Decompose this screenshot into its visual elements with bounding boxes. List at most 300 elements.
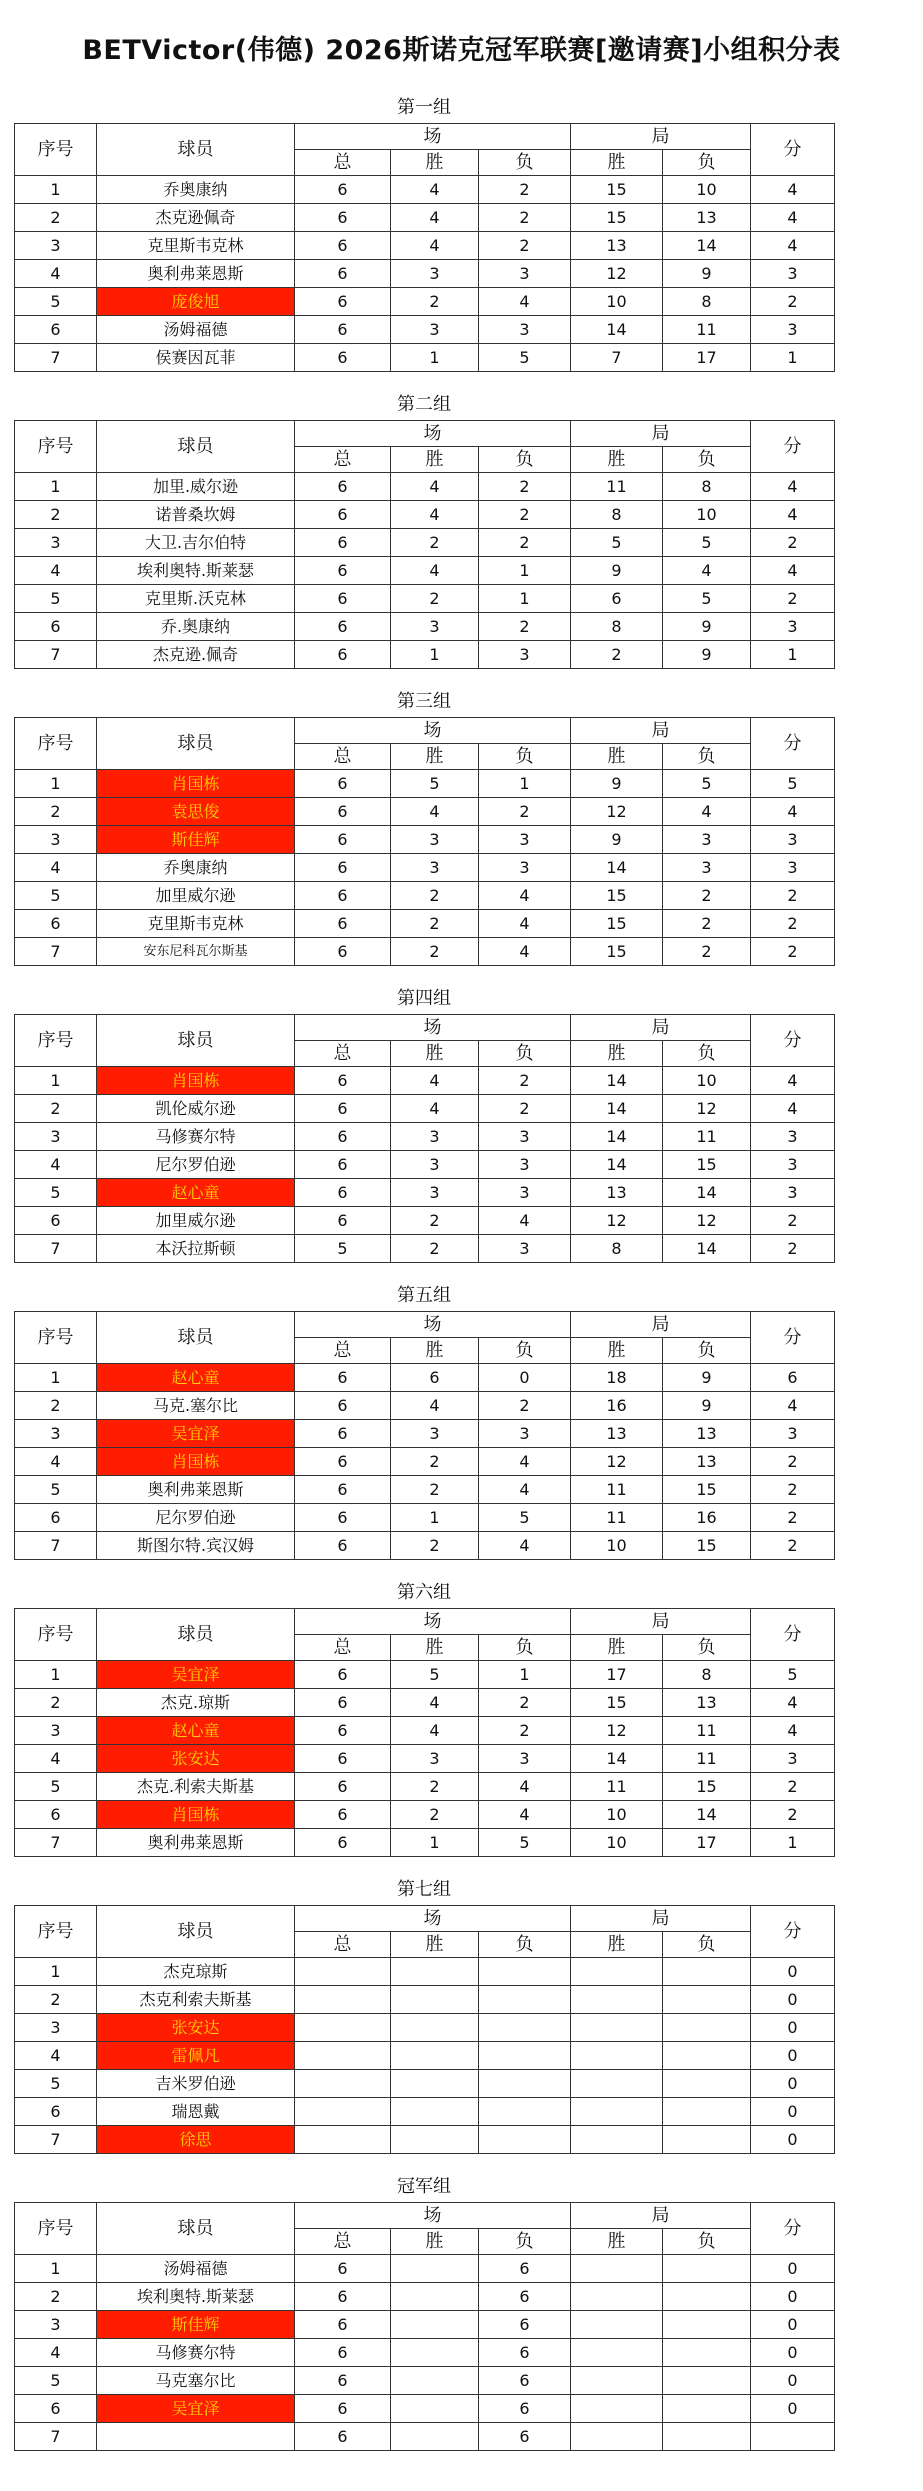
cell-frame-win (571, 2014, 663, 2042)
cell-player: 徐思 (97, 2126, 295, 2154)
cell-match-win: 6 (391, 1364, 479, 1392)
cell-points: 3 (751, 854, 835, 882)
cell-seq: 7 (15, 344, 97, 372)
header-player: 球员 (97, 718, 295, 770)
cell-match-loss: 4 (479, 1532, 571, 1560)
table-row (15, 1801, 835, 1829)
cell-frame-loss: 12 (663, 1095, 751, 1123)
group-section (14, 1875, 834, 2154)
cell-seq: 4 (15, 260, 97, 288)
header-seq: 序号 (15, 718, 97, 770)
cell-match-loss: 6 (479, 2339, 571, 2367)
header-seq: 序号 (15, 1609, 97, 1661)
cell-total: 6 (295, 1717, 391, 1745)
cell-frame-loss: 12 (663, 1207, 751, 1235)
cell-seq: 5 (15, 1179, 97, 1207)
cell-player: 瑞恩戴 (97, 2098, 295, 2126)
cell-frame-win: 8 (571, 1235, 663, 1263)
cell-match-loss: 3 (479, 1420, 571, 1448)
cell-seq: 6 (15, 1207, 97, 1235)
cell-points: 1 (751, 641, 835, 669)
cell-player: 乔奥康纳 (97, 176, 295, 204)
cell-match-loss: 4 (479, 938, 571, 966)
cell-seq: 7 (15, 1235, 97, 1263)
table-row (15, 1504, 835, 1532)
header-total: 总 (295, 1041, 391, 1067)
cell-frame-loss: 14 (663, 1179, 751, 1207)
cell-match-loss: 6 (479, 2311, 571, 2339)
cell-match-loss: 4 (479, 1801, 571, 1829)
table-row (15, 1829, 835, 1857)
cell-seq: 6 (15, 910, 97, 938)
cell-frame-loss: 5 (663, 529, 751, 557)
cell-frame-loss: 8 (663, 288, 751, 316)
cell-frame-loss (663, 2042, 751, 2070)
cell-player: 侯赛因瓦菲 (97, 344, 295, 372)
cell-frame-win: 9 (571, 826, 663, 854)
cell-frame-win: 11 (571, 1476, 663, 1504)
cell-match-loss: 3 (479, 1745, 571, 1773)
cell-frame-loss: 2 (663, 910, 751, 938)
header-player: 球员 (97, 124, 295, 176)
cell-total: 6 (295, 204, 391, 232)
cell-frame-win: 14 (571, 316, 663, 344)
cell-total: 6 (295, 1207, 391, 1235)
header-frame-loss: 负 (663, 150, 751, 176)
table-row (15, 2423, 835, 2451)
header-match-win: 胜 (391, 744, 479, 770)
cell-total: 6 (295, 770, 391, 798)
cell-seq: 3 (15, 826, 97, 854)
cell-frame-loss: 2 (663, 882, 751, 910)
header-frame-loss: 负 (663, 1041, 751, 1067)
table-row (15, 882, 835, 910)
cell-match-win: 2 (391, 938, 479, 966)
cell-match-win (391, 2423, 479, 2451)
standings-table (14, 420, 835, 669)
standings-table (14, 123, 835, 372)
cell-player: 奥利弗莱恩斯 (97, 1829, 295, 1857)
cell-total: 6 (295, 2339, 391, 2367)
cell-match-win: 4 (391, 204, 479, 232)
header-seq: 序号 (15, 2203, 97, 2255)
cell-frame-loss: 17 (663, 1829, 751, 1857)
header-player: 球员 (97, 421, 295, 473)
cell-frame-win: 8 (571, 613, 663, 641)
cell-total: 6 (295, 473, 391, 501)
cell-seq: 2 (15, 1986, 97, 2014)
cell-match-loss: 3 (479, 826, 571, 854)
cell-player: 吴宜泽 (97, 1420, 295, 1448)
cell-points: 3 (751, 1123, 835, 1151)
cell-match-loss: 3 (479, 854, 571, 882)
cell-points: 2 (751, 1476, 835, 1504)
table-row (15, 910, 835, 938)
table-row (15, 344, 835, 372)
header-total: 总 (295, 150, 391, 176)
cell-match-win: 3 (391, 1151, 479, 1179)
header-match-loss: 负 (479, 150, 571, 176)
group-title: 第六组 (397, 1582, 451, 1603)
cell-seq: 5 (15, 882, 97, 910)
cell-points: 0 (751, 1958, 835, 1986)
header-player: 球员 (97, 1609, 295, 1661)
cell-player: 尼尔罗伯逊 (97, 1504, 295, 1532)
cell-frame-win (571, 2367, 663, 2395)
table-row (15, 770, 835, 798)
header-frames: 局 (571, 1015, 751, 1041)
table-header-row (15, 421, 835, 447)
group-section (14, 93, 834, 372)
table-header-row (15, 718, 835, 744)
cell-points: 3 (751, 826, 835, 854)
cell-player: 吴宜泽 (97, 1661, 295, 1689)
header-points: 分 (751, 1015, 835, 1067)
cell-player: 吴宜泽 (97, 2395, 295, 2423)
cell-match-win (391, 2042, 479, 2070)
cell-frame-loss: 16 (663, 1504, 751, 1532)
cell-player: 肖国栋 (97, 1067, 295, 1095)
cell-match-loss: 1 (479, 1661, 571, 1689)
cell-match-loss: 4 (479, 910, 571, 938)
cell-frame-loss: 13 (663, 1689, 751, 1717)
cell-player: 乔奥康纳 (97, 854, 295, 882)
cell-seq: 7 (15, 2423, 97, 2451)
cell-match-win: 3 (391, 1179, 479, 1207)
cell-player: 本沃拉斯顿 (97, 1235, 295, 1263)
cell-match-win: 1 (391, 344, 479, 372)
table-row (15, 1532, 835, 1560)
cell-match-win: 5 (391, 1661, 479, 1689)
cell-total: 6 (295, 2423, 391, 2451)
cell-seq: 3 (15, 1420, 97, 1448)
cell-points: 2 (751, 1235, 835, 1263)
cell-match-loss: 2 (479, 1689, 571, 1717)
cell-total: 6 (295, 2255, 391, 2283)
cell-frame-win: 14 (571, 1151, 663, 1179)
cell-total: 6 (295, 2367, 391, 2395)
table-row (15, 1207, 835, 1235)
cell-match-loss: 3 (479, 316, 571, 344)
cell-total: 5 (295, 1235, 391, 1263)
cell-total: 6 (295, 1392, 391, 1420)
page-title: BETVictor(伟德) 2026斯诺克冠军联赛[邀请赛]小组积分表 (82, 35, 841, 66)
table-header-row (15, 1906, 835, 1932)
cell-frame-loss: 9 (663, 260, 751, 288)
cell-total: 6 (295, 557, 391, 585)
header-match-loss: 负 (479, 1932, 571, 1958)
header-frame-loss: 负 (663, 447, 751, 473)
cell-player: 赵心童 (97, 1179, 295, 1207)
cell-seq: 1 (15, 770, 97, 798)
cell-seq: 6 (15, 1504, 97, 1532)
cell-frame-loss: 14 (663, 1801, 751, 1829)
cell-frame-loss: 8 (663, 1661, 751, 1689)
cell-match-win: 4 (391, 501, 479, 529)
header-frames: 局 (571, 1906, 751, 1932)
cell-points: 4 (751, 798, 835, 826)
cell-frame-win (571, 2423, 663, 2451)
cell-points: 3 (751, 1151, 835, 1179)
cell-match-loss (479, 2070, 571, 2098)
cell-frame-win (571, 2070, 663, 2098)
cell-frame-win: 17 (571, 1661, 663, 1689)
cell-total: 6 (295, 1661, 391, 1689)
cell-frame-loss: 9 (663, 1364, 751, 1392)
cell-points: 6 (751, 1364, 835, 1392)
cell-frame-win (571, 2255, 663, 2283)
cell-match-loss: 2 (479, 232, 571, 260)
cell-total: 6 (295, 613, 391, 641)
header-frame-loss: 负 (663, 2229, 751, 2255)
cell-points: 0 (751, 2042, 835, 2070)
cell-frame-win: 13 (571, 1420, 663, 1448)
cell-player: 奥利弗莱恩斯 (97, 260, 295, 288)
table-row (15, 1364, 835, 1392)
cell-match-win: 2 (391, 288, 479, 316)
header-match-win: 胜 (391, 1041, 479, 1067)
cell-frame-loss: 8 (663, 473, 751, 501)
header-matches: 场 (295, 124, 571, 150)
cell-frame-loss: 9 (663, 1392, 751, 1420)
cell-points: 0 (751, 2098, 835, 2126)
cell-frame-loss: 11 (663, 1745, 751, 1773)
cell-seq: 5 (15, 2070, 97, 2098)
header-points: 分 (751, 421, 835, 473)
cell-seq: 1 (15, 1067, 97, 1095)
cell-player: 埃利奥特.斯莱瑟 (97, 2283, 295, 2311)
cell-points: 2 (751, 882, 835, 910)
table-row (15, 1986, 835, 2014)
table-row (15, 585, 835, 613)
table-row (15, 1420, 835, 1448)
table-row (15, 1661, 835, 1689)
header-matches: 场 (295, 718, 571, 744)
cell-points: 0 (751, 2283, 835, 2311)
cell-frame-loss (663, 2395, 751, 2423)
table-row (15, 1095, 835, 1123)
cell-match-loss: 1 (479, 585, 571, 613)
cell-player: 加里.威尔逊 (97, 473, 295, 501)
cell-total: 6 (295, 1364, 391, 1392)
cell-match-loss: 2 (479, 473, 571, 501)
header-match-win: 胜 (391, 1338, 479, 1364)
cell-frame-win: 11 (571, 1504, 663, 1532)
group-title: 第三组 (397, 691, 451, 712)
cell-frame-loss (663, 1958, 751, 1986)
cell-frame-win: 16 (571, 1392, 663, 1420)
cell-match-win (391, 2339, 479, 2367)
cell-match-win: 2 (391, 1532, 479, 1560)
group-title: 第二组 (397, 394, 451, 415)
header-match-win: 胜 (391, 447, 479, 473)
group-section (14, 2172, 834, 2451)
header-frame-win: 胜 (571, 150, 663, 176)
cell-match-win: 1 (391, 1504, 479, 1532)
table-row (15, 316, 835, 344)
cell-frame-win: 14 (571, 1095, 663, 1123)
cell-points: 2 (751, 288, 835, 316)
cell-frame-loss (663, 2098, 751, 2126)
cell-frame-win: 13 (571, 1179, 663, 1207)
cell-total: 6 (295, 501, 391, 529)
cell-total: 6 (295, 854, 391, 882)
table-row (15, 2311, 835, 2339)
cell-frame-loss: 9 (663, 641, 751, 669)
cell-frame-loss: 14 (663, 232, 751, 260)
cell-frame-win: 8 (571, 501, 663, 529)
cell-match-loss (479, 1986, 571, 2014)
cell-points: 2 (751, 585, 835, 613)
cell-match-loss: 4 (479, 1448, 571, 1476)
cell-seq: 6 (15, 2098, 97, 2126)
cell-match-win: 4 (391, 473, 479, 501)
cell-match-win: 2 (391, 1235, 479, 1263)
table-header-row (15, 1312, 835, 1338)
cell-total: 6 (295, 232, 391, 260)
cell-points: 0 (751, 2395, 835, 2423)
header-frame-loss: 负 (663, 744, 751, 770)
cell-match-win (391, 1986, 479, 2014)
cell-match-loss: 6 (479, 2255, 571, 2283)
header-match-loss: 负 (479, 1338, 571, 1364)
cell-seq: 6 (15, 2395, 97, 2423)
cell-frame-win: 6 (571, 585, 663, 613)
table-row (15, 232, 835, 260)
cell-player: 克里斯.沃克林 (97, 585, 295, 613)
cell-points: 2 (751, 938, 835, 966)
header-total: 总 (295, 1635, 391, 1661)
cell-match-win: 4 (391, 557, 479, 585)
cell-points: 0 (751, 2339, 835, 2367)
cell-frame-loss: 15 (663, 1773, 751, 1801)
table-row (15, 2070, 835, 2098)
cell-player: 安东尼科瓦尔斯基 (97, 938, 295, 966)
header-points: 分 (751, 1609, 835, 1661)
group-title: 第七组 (397, 1879, 451, 1900)
cell-total: 6 (295, 585, 391, 613)
cell-match-loss: 4 (479, 1773, 571, 1801)
cell-points: 5 (751, 1661, 835, 1689)
cell-frame-win (571, 2339, 663, 2367)
cell-frame-win (571, 2098, 663, 2126)
cell-player: 克里斯韦克林 (97, 232, 295, 260)
cell-seq: 6 (15, 613, 97, 641)
cell-seq: 4 (15, 1448, 97, 1476)
table-row (15, 176, 835, 204)
cell-match-loss: 4 (479, 1476, 571, 1504)
cell-frame-win: 14 (571, 1745, 663, 1773)
table-row (15, 1235, 835, 1263)
cell-player: 庞俊旭 (97, 288, 295, 316)
cell-points: 4 (751, 232, 835, 260)
cell-match-win: 3 (391, 1745, 479, 1773)
cell-seq: 3 (15, 2014, 97, 2042)
cell-total: 6 (295, 1067, 391, 1095)
header-matches: 场 (295, 1906, 571, 1932)
cell-match-loss: 4 (479, 882, 571, 910)
cell-match-win (391, 1958, 479, 1986)
cell-frame-loss (663, 2367, 751, 2395)
header-seq: 序号 (15, 1906, 97, 1958)
cell-total: 6 (295, 826, 391, 854)
cell-frame-win: 15 (571, 910, 663, 938)
cell-points: 1 (751, 344, 835, 372)
cell-match-loss: 3 (479, 1151, 571, 1179)
cell-frame-loss: 3 (663, 854, 751, 882)
cell-player: 马克.塞尔比 (97, 1392, 295, 1420)
cell-frame-win: 12 (571, 798, 663, 826)
header-seq: 序号 (15, 421, 97, 473)
cell-match-loss: 5 (479, 1504, 571, 1532)
cell-match-loss: 3 (479, 1235, 571, 1263)
cell-seq: 7 (15, 938, 97, 966)
cell-frame-loss: 11 (663, 1717, 751, 1745)
cell-points (751, 2423, 835, 2451)
cell-frame-win: 7 (571, 344, 663, 372)
header-match-loss: 负 (479, 2229, 571, 2255)
cell-player: 杰克.利索夫斯基 (97, 1773, 295, 1801)
cell-frame-win: 15 (571, 176, 663, 204)
cell-frame-win: 5 (571, 529, 663, 557)
cell-player: 袁思俊 (97, 798, 295, 826)
cell-points: 4 (751, 1689, 835, 1717)
table-row (15, 1448, 835, 1476)
header-player: 球员 (97, 1015, 295, 1067)
header-frames: 局 (571, 124, 751, 150)
cell-match-win (391, 2283, 479, 2311)
cell-player: 马修赛尔特 (97, 1123, 295, 1151)
cell-player: 加里威尔逊 (97, 882, 295, 910)
table-row (15, 260, 835, 288)
cell-total: 6 (295, 2283, 391, 2311)
table-row (15, 1476, 835, 1504)
cell-points: 2 (751, 1801, 835, 1829)
header-frame-win: 胜 (571, 744, 663, 770)
cell-frame-loss: 5 (663, 585, 751, 613)
cell-frame-loss (663, 2014, 751, 2042)
cell-points: 2 (751, 1207, 835, 1235)
cell-points: 2 (751, 529, 835, 557)
cell-total: 6 (295, 1123, 391, 1151)
cell-frame-win: 9 (571, 557, 663, 585)
header-points: 分 (751, 718, 835, 770)
cell-seq: 4 (15, 1745, 97, 1773)
table-row (15, 529, 835, 557)
cell-match-loss: 2 (479, 501, 571, 529)
cell-frame-win (571, 1986, 663, 2014)
cell-frame-loss: 11 (663, 1123, 751, 1151)
standings-table (14, 2202, 835, 2451)
header-frame-win: 胜 (571, 1338, 663, 1364)
standings-table (14, 717, 835, 966)
cell-seq: 2 (15, 1392, 97, 1420)
cell-points: 2 (751, 1773, 835, 1801)
table-row (15, 613, 835, 641)
cell-frame-win: 12 (571, 1717, 663, 1745)
cell-total: 6 (295, 176, 391, 204)
cell-frame-loss: 9 (663, 613, 751, 641)
cell-seq: 5 (15, 2367, 97, 2395)
cell-match-win: 3 (391, 613, 479, 641)
cell-player: 杰克逊.佩奇 (97, 641, 295, 669)
header-frame-loss: 负 (663, 1338, 751, 1364)
cell-frame-loss (663, 2339, 751, 2367)
cell-match-loss: 6 (479, 2367, 571, 2395)
cell-player: 乔.奥康纳 (97, 613, 295, 641)
header-seq: 序号 (15, 1015, 97, 1067)
cell-seq: 3 (15, 529, 97, 557)
